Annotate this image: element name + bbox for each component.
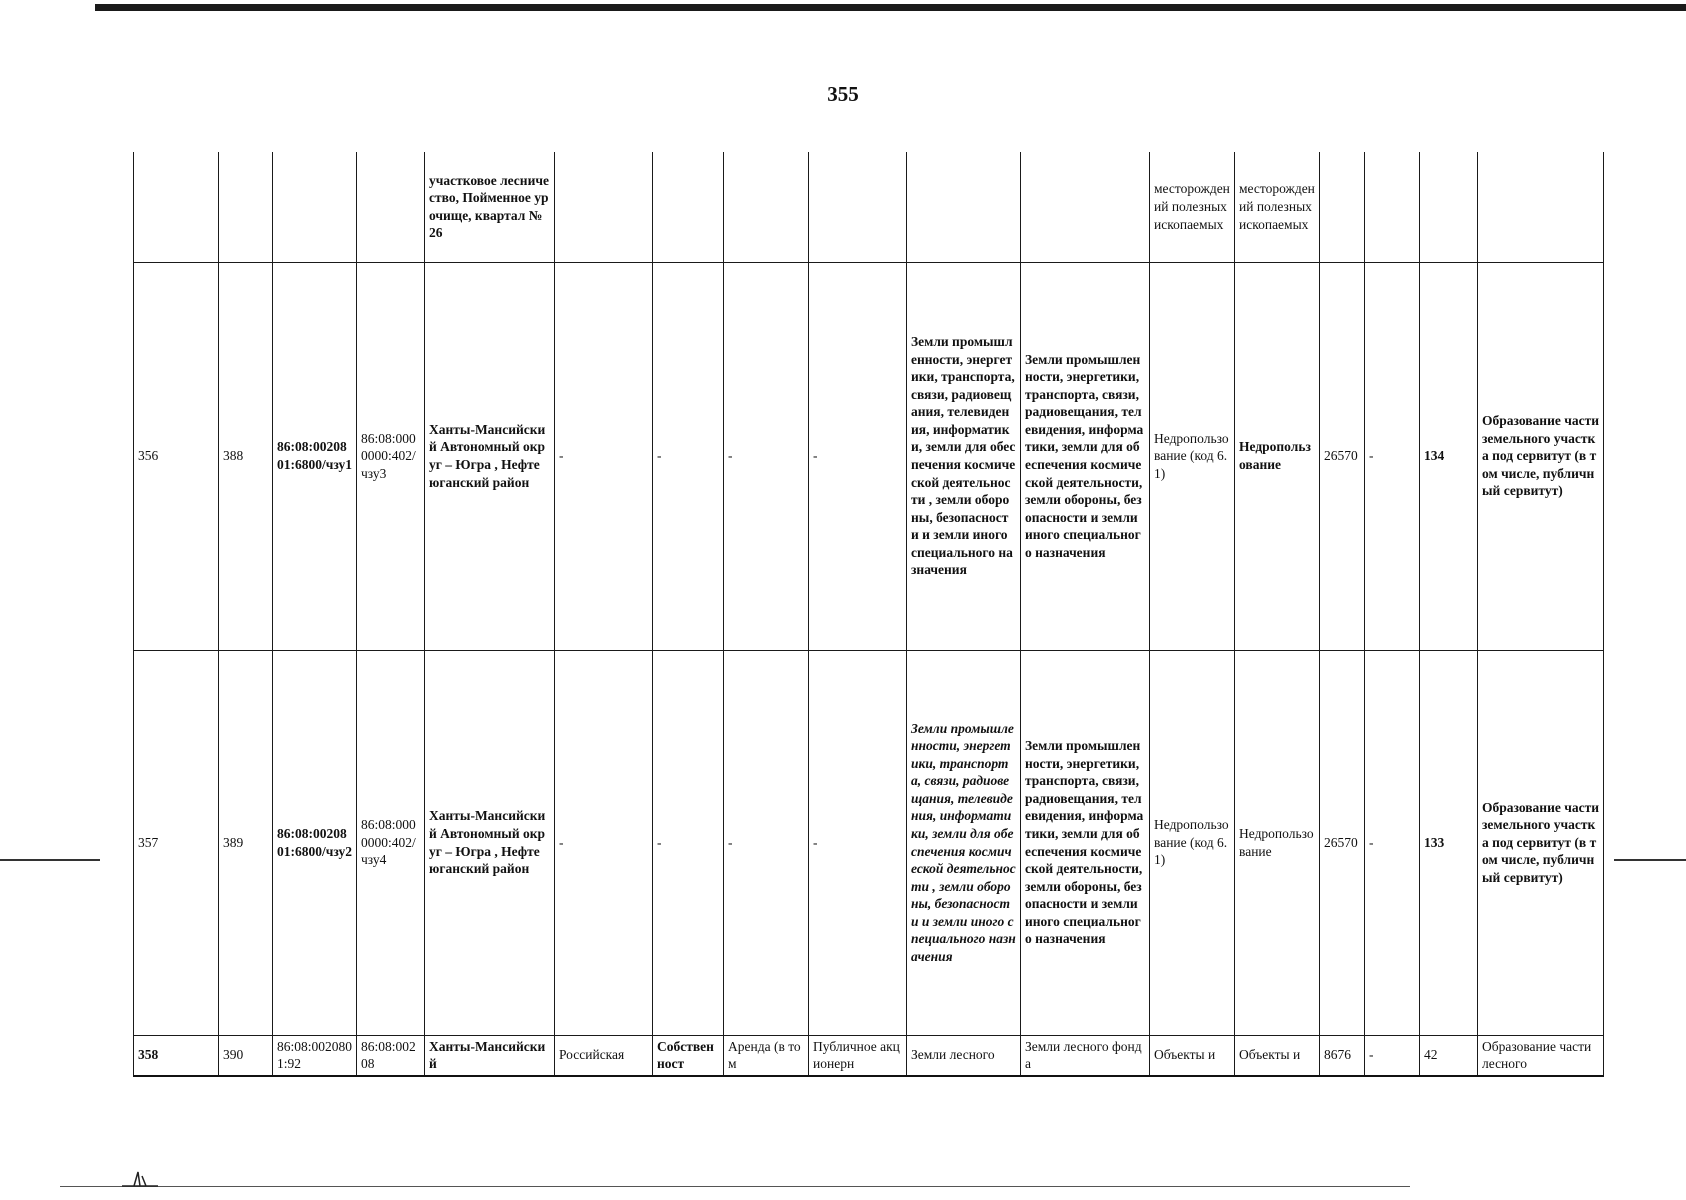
category-registry-cell: Земли промышленности, энергетики, транспорта, связи, радиовещания, телевидения, информатики, земли для обеспечения космической деятельности, земли обороны, безопасности и земли иного специального назначения <box>1021 650 1150 1035</box>
dash-cell: - <box>1365 1035 1420 1076</box>
part-number-cell: 86:08:0000000:402/чзу4 <box>357 650 425 1035</box>
row-number-cell <box>134 152 219 262</box>
purpose-cell: Образование части земельного участка под сервитут (в том числе, публичный сервитут) <box>1478 650 1604 1035</box>
row-number-cell: 356 <box>134 262 219 650</box>
area-cell: 134 <box>1420 262 1478 650</box>
category-doc-cell: Земли промышленности, энергетики, транспорта, связи, радиовещания, телевидения, информатики, земли для обеспечения космической деятельности , земли обороны, безопасности и земли иного специального назначения <box>907 650 1021 1035</box>
register-number-cell: 390 <box>219 1035 273 1076</box>
area-cell: 42 <box>1420 1035 1478 1076</box>
encumbrance-cell <box>724 152 809 262</box>
encumbrance-cell: Аренда (в том <box>724 1035 809 1076</box>
right-type-cell: - <box>653 650 724 1035</box>
term-cell <box>1320 152 1365 262</box>
location-cell: участковое лесничество, Пойменное урочище, квартал № 26 <box>425 152 555 262</box>
permitted-use-doc-cell: Недропользование (код 6.1) <box>1150 650 1235 1035</box>
area-cell <box>1420 152 1478 262</box>
owner-cell <box>555 152 653 262</box>
owner-cell: - <box>555 650 653 1035</box>
permitted-use-registry-cell: месторождений полезных ископаемых <box>1235 152 1320 262</box>
part-number-cell: 86:08:0000000:402/чзу3 <box>357 262 425 650</box>
term-cell: 26570 <box>1320 262 1365 650</box>
encumbrance-cell: - <box>724 650 809 1035</box>
location-cell: Ханты-Мансийский <box>425 1035 555 1076</box>
area-cell: 133 <box>1420 650 1478 1035</box>
cadastral-number-cell: 86:08:0020801:92 <box>273 1035 357 1076</box>
bottom-left-rule <box>60 1186 1410 1187</box>
top-border-rule <box>95 4 1686 11</box>
register-number-cell <box>219 152 273 262</box>
location-cell: Ханты-Мансийский Автономный округ – Югра , Нефтеюганский район <box>425 650 555 1035</box>
right-type-cell <box>653 152 724 262</box>
dash-cell: - <box>1365 650 1420 1035</box>
dash-cell: - <box>1365 262 1420 650</box>
holder-cell: Публичное акционерн <box>809 1035 907 1076</box>
permitted-use-registry-cell: Недропользование <box>1235 262 1320 650</box>
right-type-cell: - <box>653 262 724 650</box>
purpose-cell: Образование части земельного участка под сервитут (в том числе, публичный сервитут) <box>1478 262 1604 650</box>
part-number-cell: 86:08:00208 <box>357 1035 425 1076</box>
permitted-use-doc-cell: Объекты и <box>1150 1035 1235 1076</box>
category-doc-cell: Земли промышленности, энергетики, транспорта, связи, радиовещания, телевидения, информатики, земли для обеспечения космической деятельности , земли обороны, безопасности и земли иного специального назначения <box>907 262 1021 650</box>
page-number: 355 <box>827 82 859 106</box>
table-row-356 <box>134 262 1604 650</box>
register-number-cell: 388 <box>219 262 273 650</box>
category-doc-cell: Земли лесного <box>907 1035 1021 1076</box>
cadastral-number-cell <box>273 152 357 262</box>
permitted-use-registry-cell: Объекты и <box>1235 1035 1320 1076</box>
row-number-cell: 358 <box>134 1035 219 1076</box>
left-edge-mark <box>0 859 100 861</box>
category-doc-cell <box>907 152 1021 262</box>
dash-cell <box>1365 152 1420 262</box>
table-row-358 <box>134 1035 1604 1076</box>
category-registry-cell: Земли лесного фонда <box>1021 1035 1150 1076</box>
land-parcel-table <box>133 152 1604 1077</box>
purpose-cell: Образование части лесного <box>1478 1035 1604 1076</box>
term-cell: 26570 <box>1320 650 1365 1035</box>
holder-cell: - <box>809 650 907 1035</box>
permitted-use-doc-cell: месторождений полезных ископаемых <box>1150 152 1235 262</box>
permitted-use-doc-cell: Недропользование (код 6.1) <box>1150 262 1235 650</box>
register-number-cell: 389 <box>219 650 273 1035</box>
category-registry-cell <box>1021 152 1150 262</box>
holder-cell: - <box>809 262 907 650</box>
table-row-continuation <box>134 152 1604 262</box>
term-cell: 8676 <box>1320 1035 1365 1076</box>
signature-mark-icon <box>120 1166 160 1188</box>
encumbrance-cell: - <box>724 262 809 650</box>
holder-cell <box>809 152 907 262</box>
row-number-cell: 357 <box>134 650 219 1035</box>
part-number-cell <box>357 152 425 262</box>
owner-cell: - <box>555 262 653 650</box>
right-edge-mark <box>1614 859 1686 861</box>
purpose-cell <box>1478 152 1604 262</box>
category-registry-cell: Земли промышленности, энергетики, транспорта, связи, радиовещания, телевидения, информатики, земли для обеспечения космической деятельности, земли обороны, безопасности и земли иного специального назначения <box>1021 262 1150 650</box>
owner-cell: Российская <box>555 1035 653 1076</box>
permitted-use-registry-cell: Недропользование <box>1235 650 1320 1035</box>
cadastral-number-cell: 86:08:0020801:6800/чзу2 <box>273 650 357 1035</box>
table-row-357 <box>134 650 1604 1035</box>
cadastral-number-cell: 86:08:0020801:6800/чзу1 <box>273 262 357 650</box>
location-cell: Ханты-Мансийский Автономный округ – Югра , Нефтеюганский район <box>425 262 555 650</box>
right-type-cell: Собственност <box>653 1035 724 1076</box>
